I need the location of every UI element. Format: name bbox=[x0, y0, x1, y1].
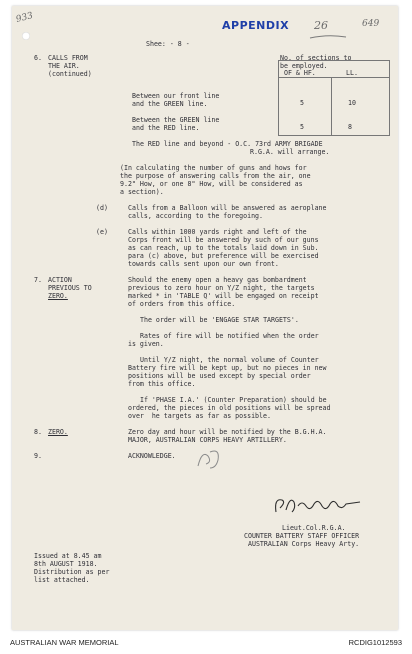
s7-p4-4: from this office. bbox=[128, 380, 196, 388]
red-line-beyond-1: The RED line and beyond - O.C. 73rd ARMY BRIGADE bbox=[132, 140, 323, 148]
between-front-green-2: and the GREEN line. bbox=[132, 100, 208, 108]
s7-p4-2: Battery fire will be kept up, but no pieces in new bbox=[128, 364, 327, 372]
s7-p5-1: If 'PHASE I.A.' (Counter Preparation) should be bbox=[140, 396, 327, 404]
sub-d-text-2: calls, according to the foregoing. bbox=[128, 212, 263, 220]
calc-note-2: the purpose of answering calls from the air, one bbox=[120, 172, 311, 180]
s7-p5-2: ordered, the pieces in old positions will be spread bbox=[128, 404, 331, 412]
handwritten-page-ref: 933 bbox=[14, 10, 35, 26]
table-row1-col2: 10 bbox=[348, 99, 356, 107]
punch-hole bbox=[22, 32, 30, 40]
sub-e-text-4: para (c) above, but preference will be exercised bbox=[128, 252, 319, 260]
s8-text-2: MAJOR, AUSTRALIAN CORPS HEAVY ARTILLERY. bbox=[128, 436, 287, 444]
s7-p4-1: Until Y/Z night, the normal volume of Counter bbox=[140, 356, 319, 364]
handwritten-appendix-number: 26 bbox=[314, 19, 328, 32]
section-7-heading-3: ZERO. bbox=[48, 292, 68, 300]
handwritten-initials-mark bbox=[194, 446, 224, 472]
signature-scribble bbox=[270, 492, 366, 518]
table-row2-col1: 5 bbox=[300, 123, 304, 131]
s7-p1-1: Should the enemy open a heavy gas bombardment bbox=[128, 276, 307, 284]
issue-line-1: Issued at 8.45 am bbox=[34, 552, 102, 560]
section-6-heading-1: CALLS FROM bbox=[48, 54, 88, 62]
sheet-label: Shee: - 8 - bbox=[146, 40, 190, 48]
between-front-green-1: Between our front line bbox=[132, 92, 220, 100]
between-green-red-2: and the RED line. bbox=[132, 124, 200, 132]
issue-line-2: 8th AUGUST 1918. bbox=[34, 560, 98, 568]
section-6-heading-2: THE AIR. bbox=[48, 62, 80, 70]
signatory-unit: AUSTRALIAN Corps Heavy Arty. bbox=[248, 540, 360, 548]
archive-name: AUSTRALIAN WAR MEMORIAL bbox=[10, 637, 119, 647]
document-sheet bbox=[12, 6, 398, 630]
section-7-heading-1: ACTION bbox=[48, 276, 72, 284]
table-column-rule bbox=[331, 77, 332, 135]
between-green-red-1: Between the GREEN line bbox=[132, 116, 220, 124]
table-caption-2: be employed. bbox=[280, 62, 328, 70]
signatory-title: COUNTER BATTERY STAFF OFFICER bbox=[244, 532, 360, 540]
table-col1-header: OF & HF. bbox=[284, 69, 316, 77]
sub-e-text-1: Calls within 1000 yards right and left of the bbox=[128, 228, 307, 236]
archive-footer bbox=[0, 630, 412, 654]
sub-d-text-1: Calls from a Balloon will be answered as aeroplane bbox=[128, 204, 327, 212]
calc-note-4: a section). bbox=[120, 188, 164, 196]
section-7-number: 7. bbox=[34, 276, 42, 284]
s7-p2: The order will be 'ENGAGE STAR TARGETS'. bbox=[140, 316, 299, 324]
section-6-number: 6. bbox=[34, 54, 42, 62]
handwritten-folio: 649 bbox=[362, 19, 380, 29]
s7-p1-3: marked * in 'TABLE Q' will be engaged on receipt bbox=[128, 292, 319, 300]
sub-e-text-5: towards calls sent upon our own front. bbox=[128, 260, 279, 268]
table-row1-col1: 5 bbox=[300, 99, 304, 107]
section-7-heading-2: PREVIOUS TO bbox=[48, 284, 92, 292]
appendix-title: APPENDIX bbox=[222, 19, 290, 32]
s7-p3-2: is given. bbox=[128, 340, 164, 348]
table-header-rule bbox=[279, 77, 389, 78]
calc-note-3: 9.2" How, or one 8" How, will be considered as bbox=[120, 180, 303, 188]
section-8-heading: ZERO. bbox=[48, 428, 68, 436]
sub-e-text-2: Corps front will be answered by such of our guns bbox=[128, 236, 319, 244]
calc-note-1: (In calculating the number of guns and hows for bbox=[120, 164, 307, 172]
table-caption-1: No. of sections to bbox=[280, 54, 352, 62]
s7-p5-3: over he targets as far as possible. bbox=[128, 412, 271, 420]
table-row2-col2: 8 bbox=[348, 123, 352, 131]
signatory-rank: Lieut.Col.R.G.A. bbox=[282, 524, 346, 532]
acknowledge-text: ACKNOWLEDGE. bbox=[128, 452, 176, 460]
s8-text-1: Zero day and hour will be notified by the B.G.H.A. bbox=[128, 428, 327, 436]
s7-p1-4: of orders from this office. bbox=[128, 300, 236, 308]
issue-line-4: list attached. bbox=[34, 576, 90, 584]
s7-p4-3: positions will be used except by special order bbox=[128, 372, 311, 380]
s7-p3-1: Rates of fire will be notified when the order bbox=[140, 332, 319, 340]
section-9-number: 9. bbox=[34, 452, 42, 460]
archive-reference: RCDIG1012593 bbox=[348, 637, 402, 647]
red-line-beyond-2: R.G.A. will arrange. bbox=[250, 148, 330, 156]
signature-area bbox=[270, 492, 366, 518]
sub-d-label: (d) bbox=[96, 204, 108, 212]
underline-scribble bbox=[308, 34, 348, 40]
section-6-heading-3: (continued) bbox=[48, 70, 92, 78]
issue-line-3: Distribution as per bbox=[34, 568, 110, 576]
section-8-number: 8. bbox=[34, 428, 42, 436]
s7-p1-2: previous to zero hour on Y/Z night, the targets bbox=[128, 284, 315, 292]
table-col2-header: LL. bbox=[346, 69, 358, 77]
sub-e-label: (e) bbox=[96, 228, 108, 236]
sub-e-text-3: as can reach, up to the totals laid down in Sub. bbox=[128, 244, 319, 252]
